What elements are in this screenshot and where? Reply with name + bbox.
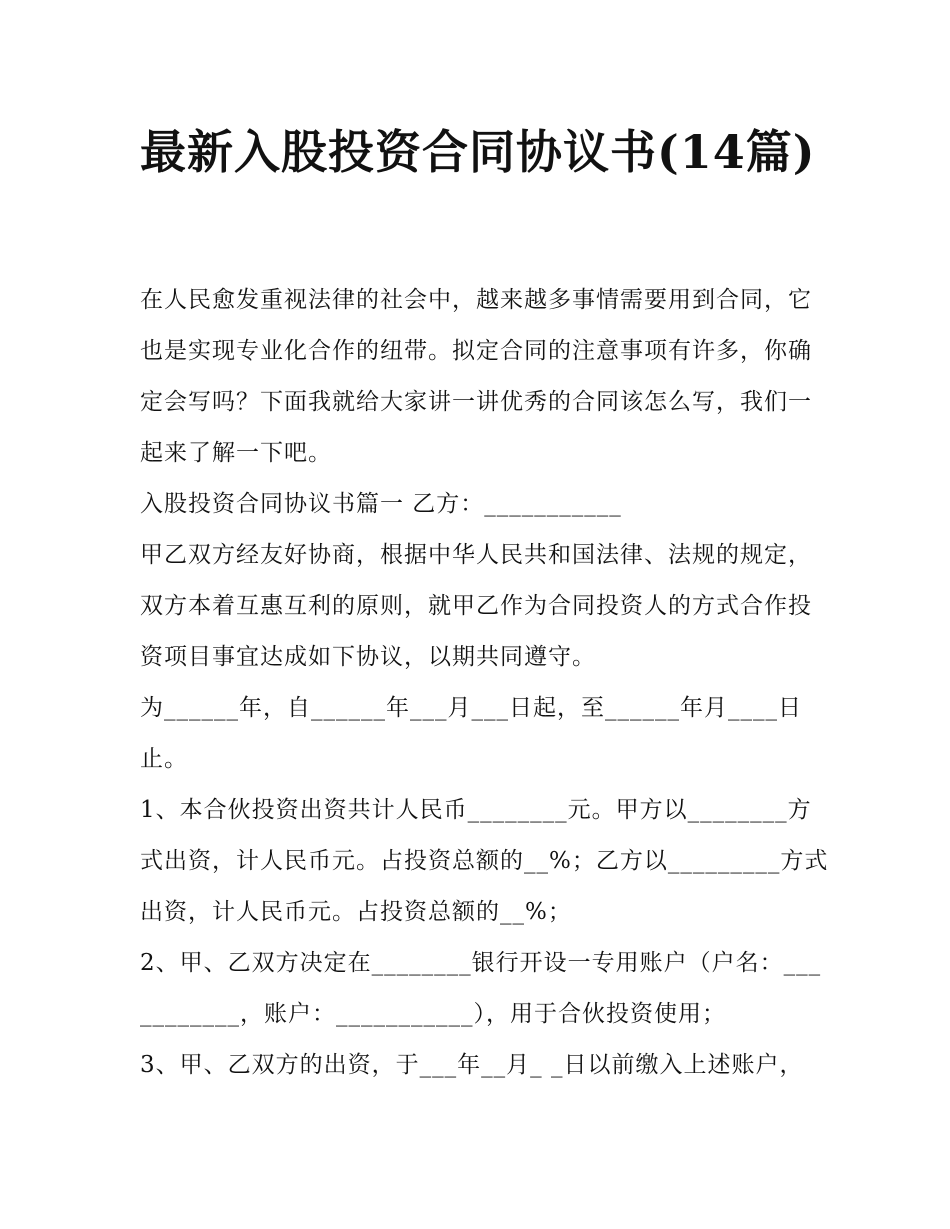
paragraph-term: 为______年，自______年___月___日起，至______年月____日止。 (140, 695, 802, 772)
paragraph-clause-3: 3、甲、乙双方的出资，于___年__月_ _日以前缴入上述账户， (140, 1052, 804, 1078)
paragraph-intro: 在人民愈发重视法律的社会中，越来越多事情需要用到合同，它也是实现专业化合作的纽带。拟定合同的注意事项有许多，你确定会写吗？下面我就给大家讲一讲优秀的合同该怎么写，我们一起来了解一下吧。 (140, 287, 812, 466)
paragraph-section-heading: 入股投资合同协议书篇一 乙方：___________ (140, 491, 622, 517)
paragraph-agreement: 甲乙双方经友好协商，根据中华人民共和国法律、法规的规定，双方本着互惠互利的原则，就甲乙作为合同投资人的方式合作投资项目事宜达成如下协议，以期共同遵守。 (140, 542, 812, 670)
document-body (140, 275, 830, 1091)
paragraph-clause-2: 2、甲、乙双方决定在________银行开设一专用账户（户名：___________，账户：___________），用于合伙投资使用； (140, 950, 822, 1027)
paragraph-clause-1: 1、本合伙投资出资共计人民币________元。甲方以________方式出资，计人民币元。占投资总额的__%；乙方以_________方式出资，计人民币元。占投资总额的__%； (140, 797, 829, 925)
document-title: 最新入股投资合同协议书(14篇) (140, 125, 816, 179)
